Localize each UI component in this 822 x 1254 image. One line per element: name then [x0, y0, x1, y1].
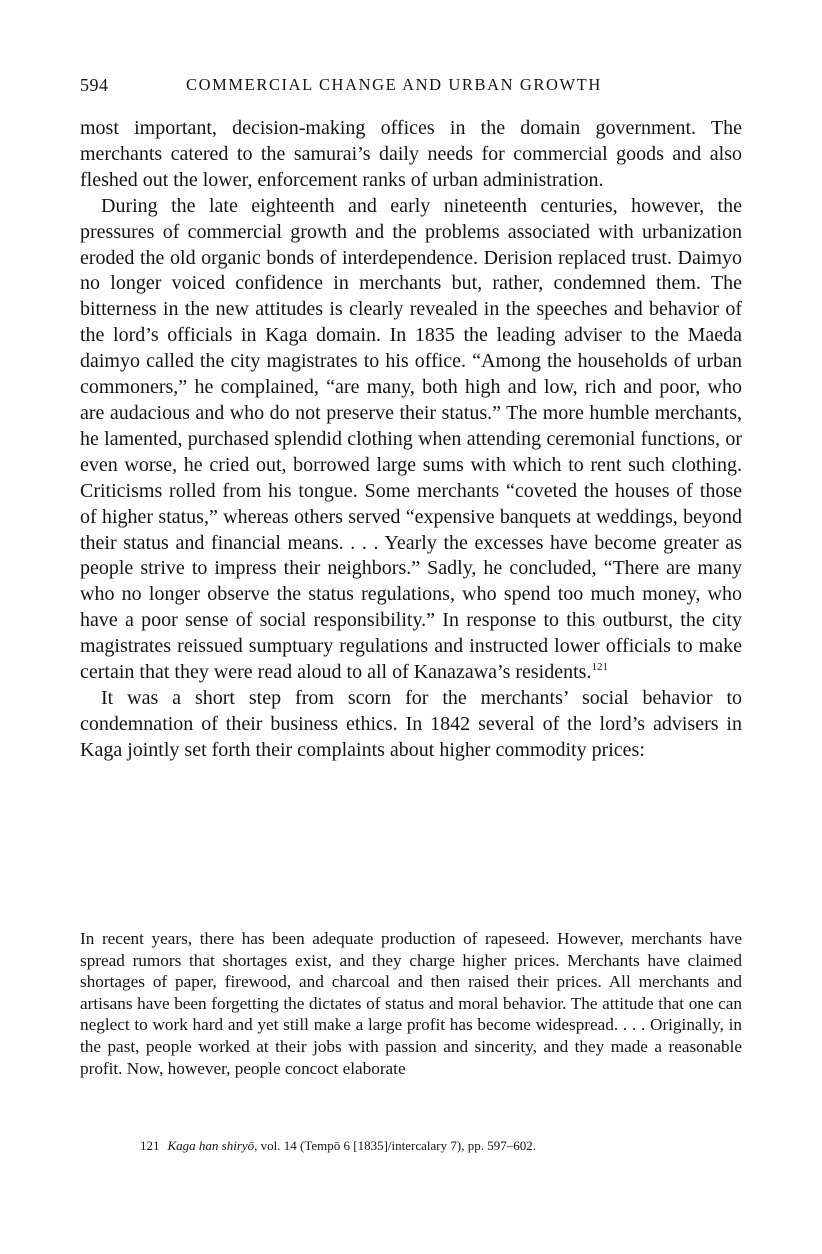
- paragraph: It was a short step from scorn for the merchants’ social behavior to condemnation of their business ethics. In 1842 several of the lord’s advisers in Kaga jointly set forth their complaints about higher commodity prices:: [80, 686, 742, 761]
- footnote-reference[interactable]: 121: [591, 661, 608, 674]
- footnote-number: 121: [140, 1138, 160, 1153]
- footnote-citation: vol. 14 (Tempō 6 [1835]/intercalary 7), pp. 597–602.: [260, 1138, 536, 1153]
- footnote-source-title: Kaga han shiryō,: [167, 1138, 258, 1153]
- quote-text: In recent years, there has been adequate production of rapeseed. However, merchants have spread rumors that shortages exist, and they charge higher prices. Merchants have claimed shortages of paper, firewood, and charcoal and then raised their prices. All merchants and artisans have been forgetting the dictates of status and moral behavior. The attitude that one can neglect to work hard and yet still make a large profit has become widespread. . . . Originally, in the past, people worked at their jobs with passion and sincerity, and they made a reasonable profit. Now, however, people concoct elaborate: [80, 929, 742, 1078]
- paragraph: most important, decision-making offices in the domain government. The merchants catered to the samurai’s daily needs for commercial goods and also fleshed out the lower, enforcement ranks of urban administration.: [80, 117, 742, 191]
- page-number: 594: [80, 75, 109, 95]
- footnote: [140, 1137, 700, 1155]
- body-text: [80, 116, 742, 764]
- paragraph-text: During the late eighteenth and early nineteenth centuries, however, the pressures of commercial growth and the problems associated with urbanization eroded the old organic bonds of interdependence. Derision replaced trust. Daimyo no longer voiced confidence in merchants but, rather, condemned them. The bitterness in the new attitudes is clearly revealed in the speeches and behavior of the lord’s officials in Kaga domain. In 1835 the leading adviser to the Maeda daimyo called the city magistrates to his office. “Among the households of urban commoners,” he complained, “are many, both high and low, rich and poor, who are audacious and who do not preserve their status.” The more humble merchants, he lamented, purchased splendid clothing when attending ceremonial functions, or even worse, he cried out, borrowed large sums with which to rent such clothing. Criticisms rolled from his tongue. Some merchants “coveted the houses of those of higher status,” whereas others served “expensive banquets at weddings, beyond their status and financial means. . . . Yearly the excesses have become greater as people strive to impress their neighbors.” Sadly, he concluded, “There are many who no longer observe the status regulations, who spend too much money, who have a poor sense of social responsibility.” In response to this outburst, the city magistrates reissued sumptuary regulations and instructed lower officials to make certain that they were read aloud to all of Kanazawa’s residents.: [80, 194, 742, 684]
- running-title: COMMERCIAL CHANGE AND URBAN GROWTH: [186, 75, 602, 94]
- running-header: [80, 72, 740, 98]
- block-quote: [80, 928, 742, 1079]
- paragraph: [80, 194, 742, 686]
